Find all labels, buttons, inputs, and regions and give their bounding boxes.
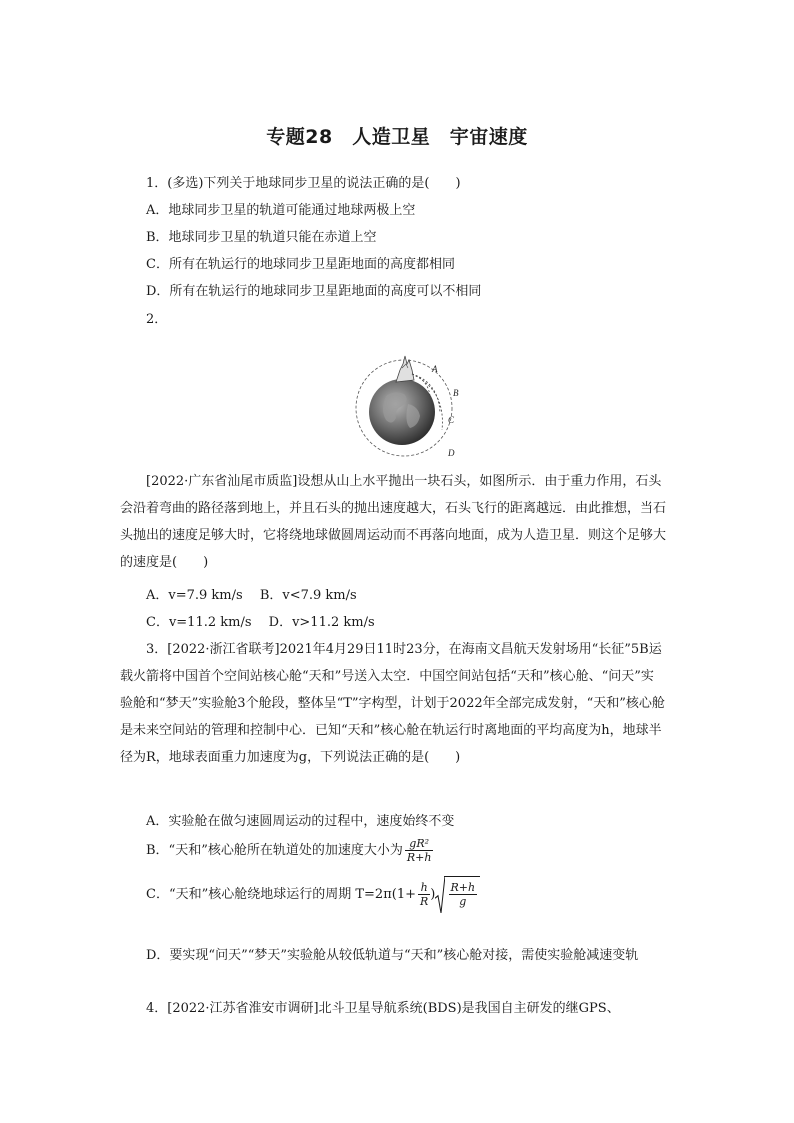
q3-stem: 3．[2022·浙江省联考]2021年4月29日11时23分，在海南文昌航天发射场用“长征”5B运载火箭将中国首个空间站核心舱“天和”号送入太空．中国空间站包括“天和”核心舱、“问天”实验舱和“梦天”实验舱3个舱段，整体呈“T”字构型，计划于2022年全部完成发射，“天和”核心舱是未来空间站的管理和控制中心．已知“天和”核心舱在轨运行时离地面的平均高度为h，地球半径为R，地球表面重力加速度为g，下列说法正确的是( ) [120,642,665,765]
q3-option-c-close: ) [430,887,436,902]
fraction-denominator: R+h [406,851,432,864]
fraction-denominator: g [459,895,467,908]
q1-option-c: C．所有在轨运行的地球同步卫星距地面的高度都相同 [146,257,455,272]
q1-stem: 1．(多选)下列关于地球同步卫星的说法正确的是( ) [146,176,461,191]
label-b: B [453,388,459,398]
q3-option-b [146,836,433,866]
sqrt-expression [444,876,481,913]
q3-option-c-text: C．“天和”核心舱绕地球运行的周期 T=2π(1+ [146,887,416,902]
earth-orbit-figure [342,334,472,464]
q3-option-c [146,876,480,913]
q3-option-d: D．要实现“问天”“梦天”实验舱从较低轨道与“天和”核心舱对接，需使实验舱减速变轨 [146,948,639,963]
q1-option-b: B．地球同步卫星的轨道只能在赤道上空 [146,230,377,245]
fraction-numerator: gR² [405,837,434,851]
q3-option-c-sqrt-fraction [449,881,478,908]
label-a: A [432,364,438,374]
q4-stem: 4．[2022·江苏省淮安市调研]北斗卫星导航系统(BDS)是我国自主研发的继GPS、 [146,1001,620,1016]
earth-orbit-diagram [342,334,472,460]
q3-option-c-fraction [418,881,430,908]
q3-option-b-text: B．“天和”核心舱所在轨道处的加速度大小为 [146,843,403,858]
q3-option-a: A．实验舱在做匀速圆周运动的过程中，速度始终不变 [146,814,455,829]
fraction-numerator: h [418,881,430,895]
page-title: 专题28 人造卫星 宇宙速度 [266,126,528,148]
q2-options-row2: C．v=11.2 km/s D．v>11.2 km/s [146,615,375,630]
fraction-denominator: R [420,895,429,908]
sqrt-sign-icon [435,876,445,913]
q3-option-b-fraction [405,837,434,864]
q1-option-d: D．所有在轨运行的地球同步卫星距地面的高度可以不相同 [146,284,482,299]
label-c: C [448,415,455,425]
label-d: D [448,448,455,458]
q2-stem: [2022·广东省汕尾市质监]设想从山上水平抛出一块石头，如图所示．由于重力作用，石头会沿着弯曲的路径落到地上，并且石头的抛出速度越大，石头飞行的距离越远．由此推想，当石头抛出的速度足够大时，它将绕地球做圆周运动而不再落向地面，成为人造卫星．则这个足够大的速度是( ) [120,474,667,570]
fraction-numerator: R+h [450,881,476,894]
q1-option-a: A．地球同步卫星的轨道可能通过地球两极上空 [146,203,416,218]
earth-globe [369,379,435,445]
q2-number: 2． [146,312,168,327]
q2-options-row1: A．v=7.9 km/s B．v<7.9 km/s [146,588,357,603]
